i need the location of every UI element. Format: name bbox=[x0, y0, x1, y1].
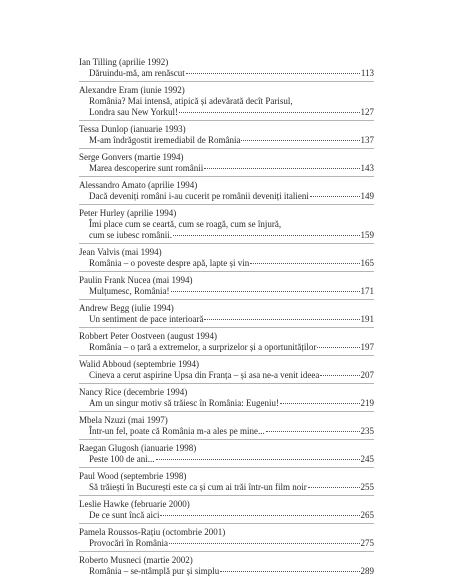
toc-leader-dots bbox=[241, 140, 359, 141]
toc-entry bbox=[79, 499, 374, 524]
toc-author: Leslie Hawke (februarie 2000) bbox=[79, 499, 190, 509]
toc-title: Am un singur motiv să trăiesc în România: Eugeniu! bbox=[89, 398, 279, 408]
toc-title-line bbox=[79, 538, 374, 549]
toc-title: Un sentiment de pace interioară bbox=[89, 314, 204, 324]
toc-leader-dots bbox=[204, 319, 359, 320]
toc-title: Provocări în România bbox=[89, 538, 168, 548]
toc-leader-dots bbox=[280, 403, 360, 404]
toc-title: România – o poveste despre apă, lapte și vin bbox=[89, 258, 250, 268]
toc-title: Dacă deveniți români i-au cucerit pe românii deveniți italieni bbox=[89, 191, 309, 201]
toc-title-line bbox=[79, 286, 374, 297]
toc-author: Jean Valvis (mai 1994) bbox=[79, 247, 162, 257]
toc-title-line bbox=[79, 454, 374, 465]
toc-title: Londra sau New Yorkul! bbox=[89, 107, 178, 117]
toc-page-number: 235 bbox=[360, 426, 374, 436]
toc-title: Peste 100 de ani... bbox=[89, 454, 155, 464]
toc-title: cum se iubesc românii. bbox=[89, 230, 172, 240]
toc-page-number: 127 bbox=[360, 107, 374, 117]
toc-author: Andrew Begg (iulie 1994) bbox=[79, 303, 174, 313]
toc-page-number: 275 bbox=[360, 538, 374, 548]
toc-page-number: 149 bbox=[360, 191, 374, 201]
toc-author: Ian Tilling (aprilie 1992) bbox=[79, 57, 169, 67]
toc-author: Alessandro Amato (aprilie 1994) bbox=[79, 180, 198, 190]
toc-title-line bbox=[79, 566, 374, 577]
toc-page-number: 255 bbox=[360, 482, 374, 492]
toc-leader-dots bbox=[317, 347, 359, 348]
toc-title-line bbox=[79, 96, 374, 107]
toc-entry bbox=[79, 471, 374, 496]
toc-leader-dots bbox=[171, 291, 360, 292]
toc-author: Robbert Peter Oostveen (august 1994) bbox=[79, 331, 217, 341]
toc-author: Pamela Roussos-Rațiu (octombrie 2001) bbox=[79, 527, 226, 537]
toc-title-line bbox=[79, 230, 374, 241]
toc-title: Marea descoperire sunt românii bbox=[89, 163, 204, 173]
toc-page-number: 171 bbox=[360, 286, 374, 296]
toc-author: Walid Abboud (septembrie 1994) bbox=[79, 359, 200, 369]
toc-leader-dots bbox=[310, 196, 360, 197]
toc-title-line bbox=[79, 68, 374, 79]
toc-title-line bbox=[79, 258, 374, 269]
toc-leader-dots bbox=[186, 73, 360, 74]
toc-page-number: 219 bbox=[360, 398, 374, 408]
toc-entry bbox=[79, 275, 374, 300]
toc-title: Cineva a cerut aspirine Upsa din Franța – și asa ne-a venit ideea bbox=[89, 370, 320, 380]
toc-page-number: 137 bbox=[360, 135, 374, 145]
toc-title-line bbox=[79, 510, 374, 521]
toc-title: Mulțumesc, România! bbox=[89, 286, 170, 296]
toc-author: Serge Gonvers (martie 1994) bbox=[79, 152, 184, 162]
toc-page-number: 197 bbox=[360, 342, 374, 352]
toc-title-line bbox=[79, 191, 374, 202]
toc-author: Paul Wood (septembrie 1998) bbox=[79, 471, 187, 481]
toc-author: Tessa Dunlop (ianuarie 1993) bbox=[79, 124, 186, 134]
toc-entry bbox=[79, 247, 374, 272]
toc-author: Roberto Musneci (martie 2002) bbox=[79, 555, 193, 565]
toc-page-number: 191 bbox=[360, 314, 374, 324]
toc-author: Peter Hurley (aprilie 1994) bbox=[79, 208, 177, 218]
toc-entry bbox=[79, 331, 374, 356]
toc-page-number: 165 bbox=[360, 258, 374, 268]
toc-leader-dots bbox=[156, 459, 360, 460]
toc-page-number: 207 bbox=[360, 370, 374, 380]
toc-entry bbox=[79, 85, 374, 121]
toc-title: Îmi place cum se ceartă, cum se roagă, cum se înjură, bbox=[89, 219, 282, 229]
toc-leader-dots bbox=[308, 487, 360, 488]
toc-title: România – se-ntâmplă pur și simplu bbox=[89, 566, 220, 576]
toc-entry bbox=[79, 359, 374, 384]
toc-title-line bbox=[79, 135, 374, 146]
toc-entry bbox=[79, 152, 374, 177]
toc-page-number: 245 bbox=[360, 454, 374, 464]
toc-entry bbox=[79, 124, 374, 149]
toc-leader-dots bbox=[220, 571, 359, 572]
toc-author: Mbela Nzuzi (mai 1997) bbox=[79, 415, 168, 425]
toc-title-line bbox=[79, 342, 374, 353]
toc-leader-dots bbox=[204, 168, 359, 169]
toc-entry bbox=[79, 303, 374, 328]
toc-entry bbox=[79, 387, 374, 412]
toc-title-line bbox=[79, 314, 374, 325]
toc-title: De ce sunt încă aici bbox=[89, 510, 160, 520]
toc-title-line bbox=[79, 398, 374, 409]
toc-page-number: 113 bbox=[360, 68, 374, 78]
toc-entry bbox=[79, 555, 374, 579]
toc-title: Într-un fel, poate că România m-a ales pe mine... bbox=[89, 426, 265, 436]
toc-page-number: 143 bbox=[360, 163, 374, 173]
toc-leader-dots bbox=[173, 235, 360, 236]
toc-leader-dots bbox=[169, 543, 360, 544]
toc-entry bbox=[79, 443, 374, 468]
toc-author: Paulin Frank Nucea (mai 1994) bbox=[79, 275, 193, 285]
toc-title-line bbox=[79, 482, 374, 493]
toc-title-line bbox=[79, 107, 374, 118]
toc-author: Nancy Rice (decembrie 1994) bbox=[79, 387, 188, 397]
toc-author: Alexandre Eram (iunie 1992) bbox=[79, 85, 185, 95]
toc-page-number: 159 bbox=[360, 230, 374, 240]
toc-leader-dots bbox=[160, 515, 359, 516]
toc-title: România – o țară a extremelor, a surprizelor și a oportunităților bbox=[89, 342, 317, 352]
toc-entry bbox=[79, 180, 374, 205]
toc-leader-dots bbox=[320, 375, 359, 376]
toc-title: M-am îndrăgostit iremediabil de România bbox=[89, 135, 241, 145]
toc-page-number: 289 bbox=[360, 566, 374, 576]
toc-title-line bbox=[79, 163, 374, 174]
toc-leader-dots bbox=[250, 263, 359, 264]
toc-title: Să trăiești în București este ca și cum ai trăi într-un film noir bbox=[89, 482, 307, 492]
toc-title-line bbox=[79, 426, 374, 437]
toc-entry bbox=[79, 57, 374, 82]
toc-entry bbox=[79, 527, 374, 552]
toc-title: Dăruindu-mă, am renăscut bbox=[89, 68, 185, 78]
toc-entry bbox=[79, 415, 374, 440]
toc-leader-dots bbox=[179, 112, 360, 113]
toc-title-line bbox=[79, 219, 374, 230]
toc-title-line bbox=[79, 370, 374, 381]
toc-leader-dots bbox=[266, 431, 360, 432]
toc-author: Raegan Glugosh (ianuarie 1998) bbox=[79, 443, 197, 453]
toc-entry bbox=[79, 208, 374, 244]
toc-page-number: 265 bbox=[360, 510, 374, 520]
toc-title: România? Mai intensă, atipică și adevărată decît Parisul, bbox=[89, 96, 293, 106]
